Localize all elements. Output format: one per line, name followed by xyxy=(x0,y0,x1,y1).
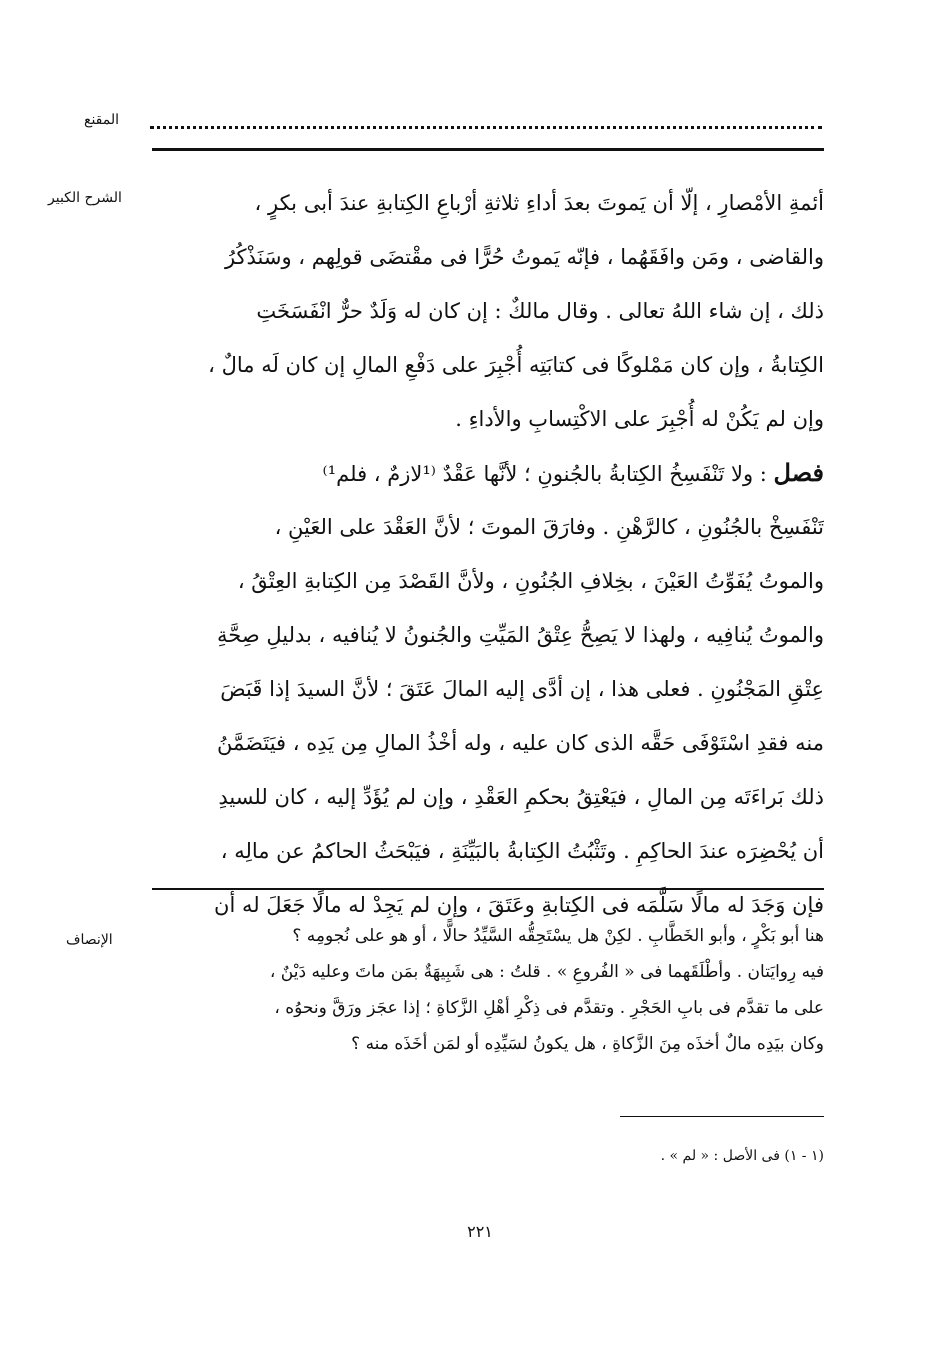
footnote-rule xyxy=(620,1116,824,1117)
text-line: والموتُ يُنافِيه ، ولهذا لا يَصِحُّ عِتْقُ المَيِّتِ والجُنونُ لا يُنافيه ، بدليلِ صِحَّةِ xyxy=(217,623,824,647)
text-line: والقاضى ، ومَن وافَقَهُما ، فإنّه يَموتُ حُرًّا فى مقْتضَى قولِهم ، وسَنَذْكُرُ xyxy=(224,245,824,269)
book-title: المقنع xyxy=(84,112,120,128)
text-line: ذلك ، إن شاء اللهُ تعالى . وقال مالكٌ : إن كان له وَلَدٌ حرٌّ انْفَسَخَتِ xyxy=(256,299,824,323)
side-label-insaf: الإنصاف xyxy=(66,932,113,948)
text-line: الكِتابةُ ، وإن كان مَمْلوكًا فى كتابَتِه أُجْبِرَ على دَفْعِ المالِ إن كان لَه مالٌ ، xyxy=(208,353,824,377)
text-line: وإن لم يَكُنْ له أُجْبِرَ على الاكْتِسابِ والأداءِ . xyxy=(455,407,824,431)
text-line: والموتُ يُفَوِّتُ العَيْنَ ، بخِلافِ الجُنُونِ ، ولأنَّ القَصْدَ مِن الكِتابةِ العِتْقُ ، xyxy=(237,569,824,593)
text-line: أن يُحْضِرَه عندَ الحاكِمِ . وتَثْبُتُ الكِتابةُ بالبَيِّنَةِ ، فيَبْحَثُ الحاكمُ عن مالِه ، xyxy=(220,839,824,863)
text-segment: : ولا تَنْفَسِخُ الكِتابةُ بالجُنونِ ؛ لأنَّها عَقْدٌ ⁽¹لازمٌ ، فلم¹⁾ xyxy=(322,462,774,486)
text-line: فإن وَجَدَ له مالًا سَلَّمَه فى الكِتابةِ وعَتَقَ ، وإن لم يَجِدْ له مالًا جَعَلَ له أن xyxy=(214,893,824,917)
text-line: وكان بيَدِه مالٌ أخذَه مِنَ الزَّكاةِ ، هل يكونُ لسَيِّدِه أو لمَن أخَذَه منه ؟ xyxy=(351,1034,824,1054)
text-line: أئمةِ الأمْصارِ ، إلّا أن يَموتَ بعدَ أداءِ ثلاثةِ أرْباعِ الكِتابةِ عندَ أبى بكرٍ ، xyxy=(254,191,824,215)
text-line: على ما تقدَّم فى بابِ الحَجْرِ . وتقدَّم فى ذِكْرِ أهْلِ الزَّكاةِ ؛ إذا عجَز ورَقَّ ونحوُه ، xyxy=(274,998,824,1018)
text-line: منه فقدِ اسْتَوْفَى حَقَّه الذى كان عليه ، وله أخْذُ المالِ مِن يَدِه ، فيَتَضَمَّنُ xyxy=(217,731,824,755)
insaf-text xyxy=(152,918,824,1062)
main-text xyxy=(152,176,824,932)
header-dotted-line xyxy=(150,106,822,129)
text-line: عِتْقِ المَجْنُونِ . فعلى هذا ، إن أدَّى إليه المالَ عَتَقَ ؛ لأنَّ السيدَ إذا قَبَضَ xyxy=(220,677,824,701)
side-label-sharh: الشرح الكبير xyxy=(48,190,122,206)
text-line: هنا أبو بَكْرٍ ، وأبو الخَطَّابِ . لكِنْ هل يسْتَحِقُّه السَّيِّدُ حالًّا ، أو هو على نُجومِه ؟ xyxy=(292,926,824,946)
header-rule xyxy=(152,148,824,151)
fasl-line xyxy=(152,446,824,500)
section-heading-fasl: فصل xyxy=(773,458,824,487)
text-line: تَنْفَسِخْ بالجُنُونِ ، كالرَّهْنِ . وفارَقَ الموتَ ؛ لأنَّ العَقْدَ على العَيْنِ ، xyxy=(274,515,824,539)
text-line: فيه رِوايَتان . وأطْلَقَهما فى « الفُروعِ » . قلتُ : هى شَبِيهَةٌ بمَن ماتَ وعليه دَيْنٌ ، xyxy=(269,962,824,982)
footnote: (١ - ١) فى الأصل : « لم » . xyxy=(660,1148,824,1164)
page-number: ٢٢١ xyxy=(467,1222,493,1241)
section-divider xyxy=(152,888,824,890)
text-line: ذلك بَراءَتَه مِن المالِ ، فيَعْتِقُ بحكمِ العَقْدِ ، وإن لم يُؤَدِّ إليه ، كان للسيدِ xyxy=(218,785,824,809)
